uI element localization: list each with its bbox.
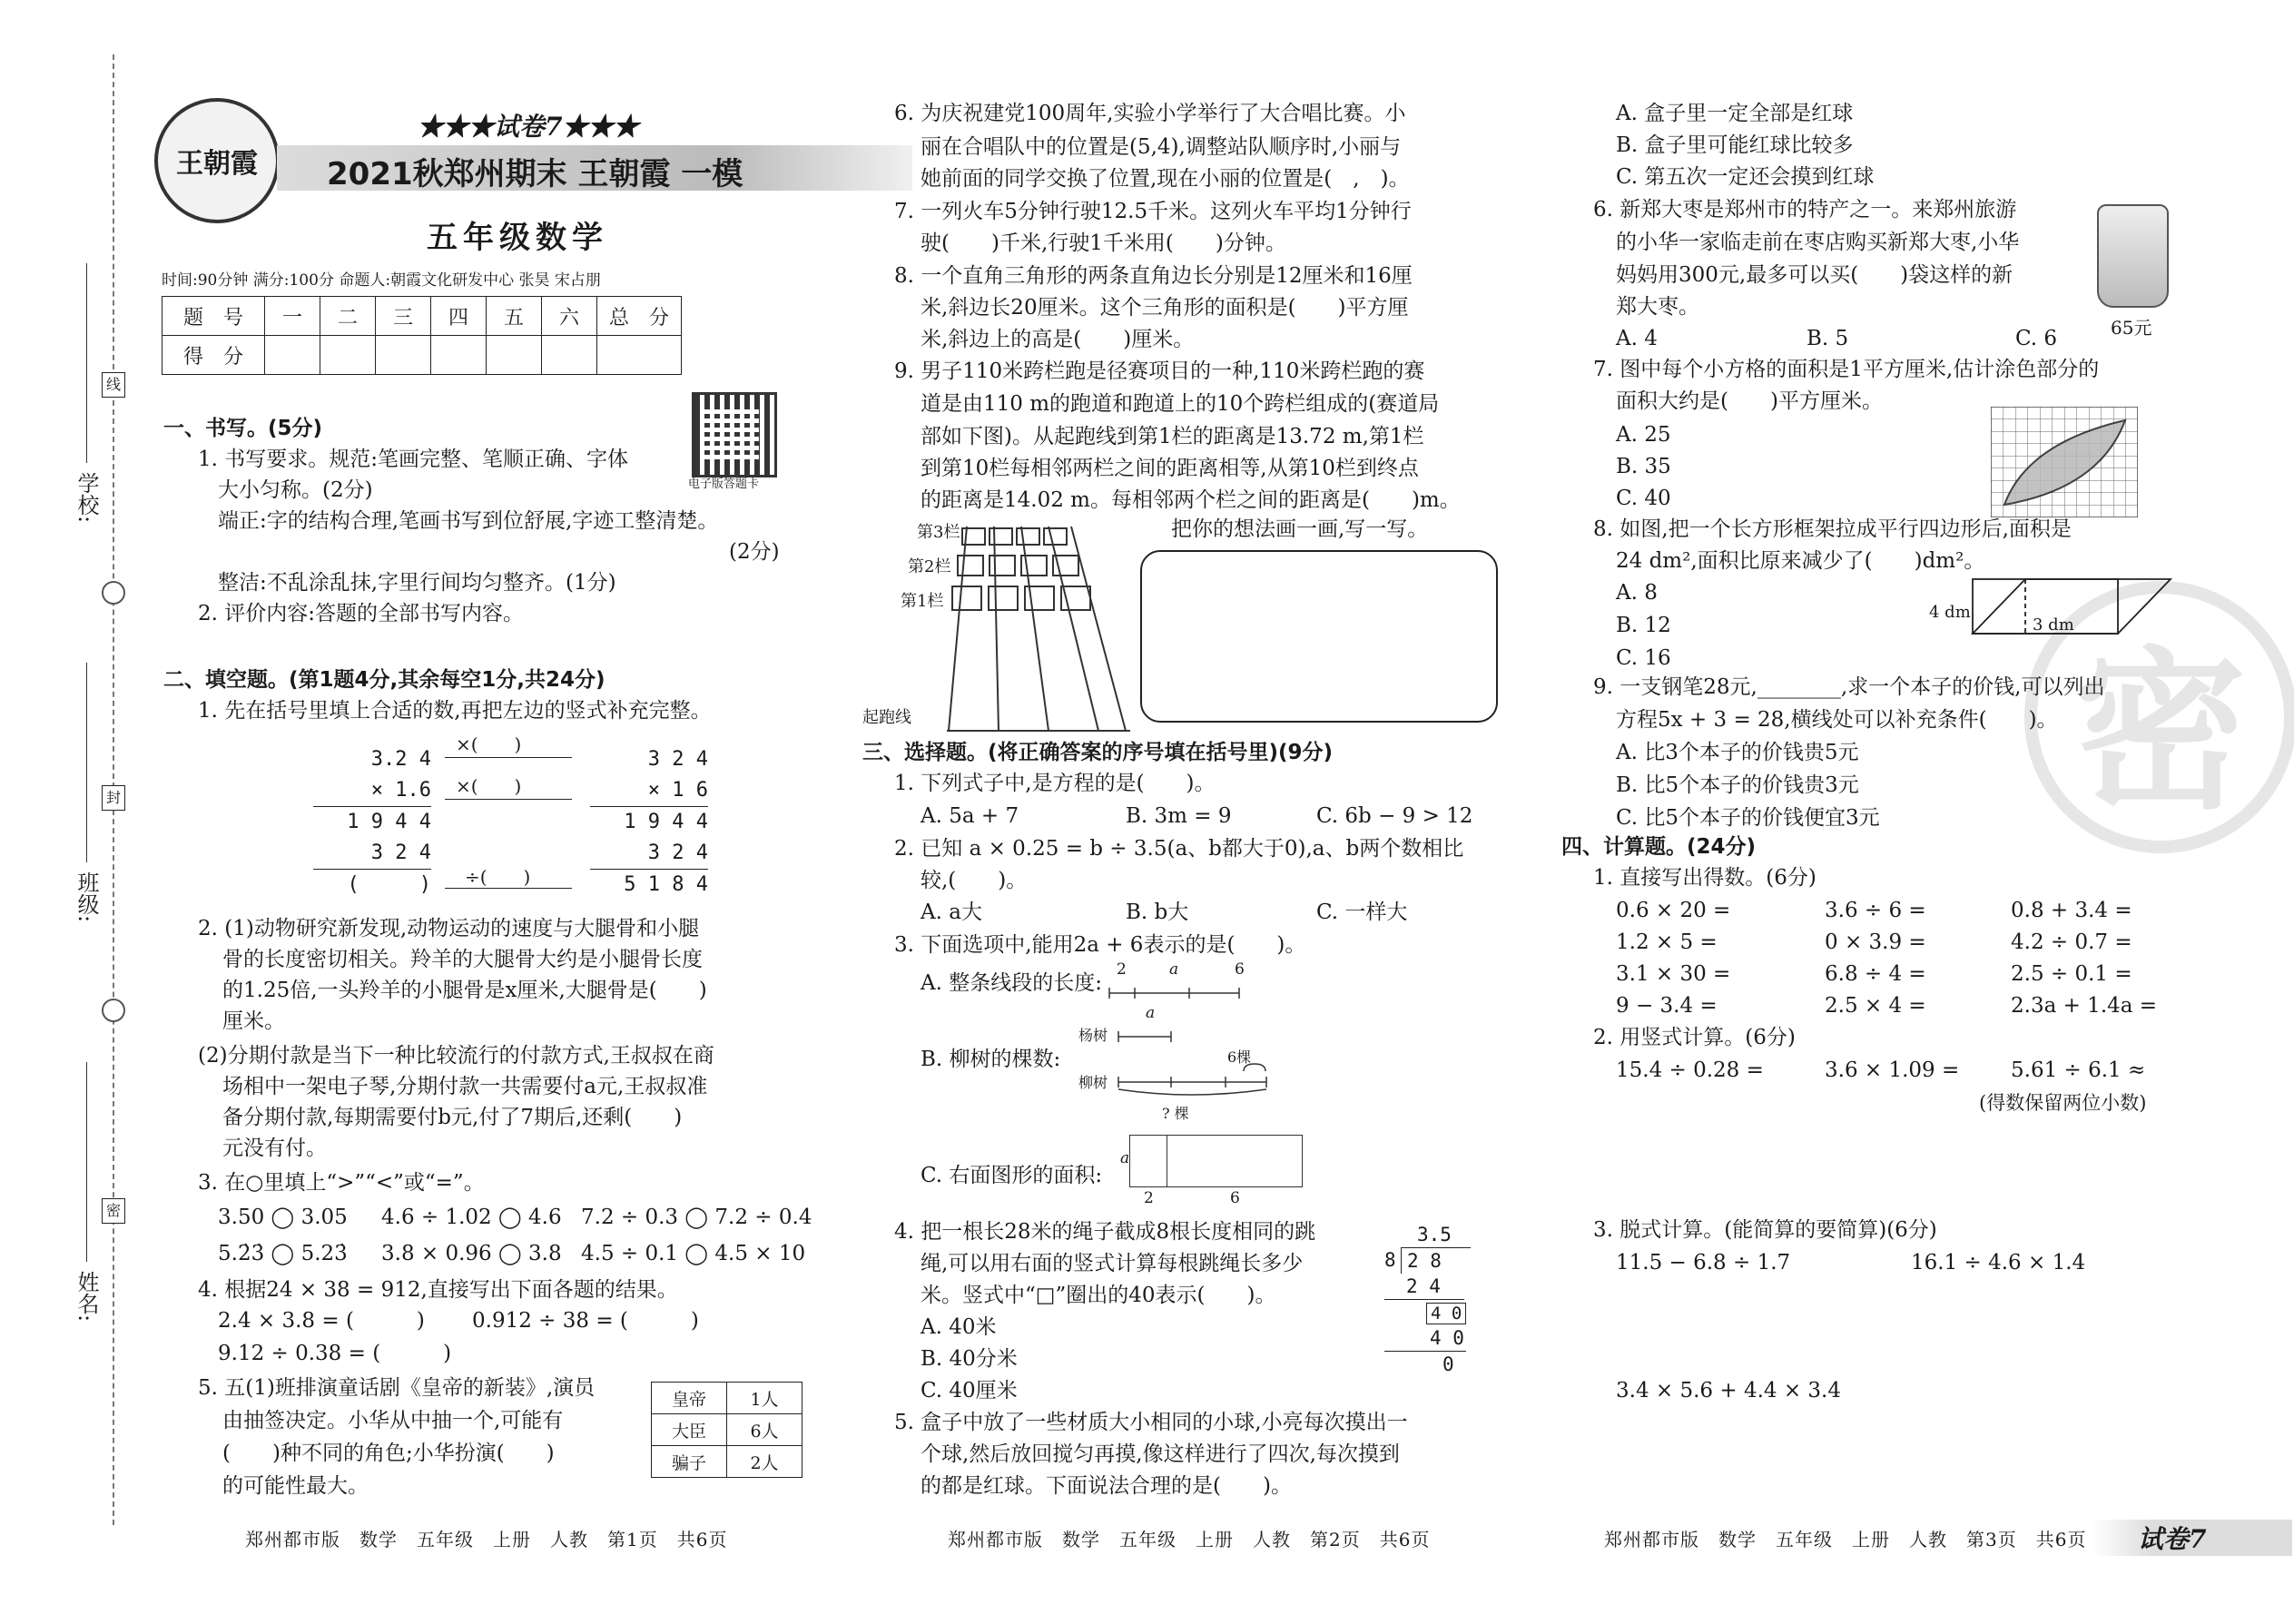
option[interactable]: C. 6b − 9 > 12 bbox=[1316, 804, 1473, 828]
tree-label: 6棵 bbox=[1227, 1048, 1252, 1066]
score-cell: 题 号 bbox=[162, 297, 265, 336]
option[interactable]: B. 35 bbox=[1616, 455, 1671, 478]
text-line: 个球,然后放回搅匀再摸,像这样进行了四次,每次摸到 bbox=[921, 1442, 1400, 1466]
binding-mark-seal: 封 bbox=[102, 785, 125, 811]
text-line: 6. 为庆祝建党100周年,实验小学举行了大合唱比赛。小 bbox=[894, 102, 1406, 125]
text-line: ( )种不同的角色;小华扮演( ) bbox=[222, 1442, 555, 1465]
calc-row: 3 2 4 bbox=[313, 838, 431, 870]
class-label: 班级: bbox=[74, 871, 99, 923]
section-1-title: 一、书写。(5分) bbox=[163, 417, 323, 440]
text-line: 厘米。 bbox=[222, 1009, 285, 1033]
text-line: 部如下图)。从起跑线到第1栏的距离是13.72 m,第1栏 bbox=[921, 425, 1424, 448]
text-line: 24 dm²,面积比原来减少了( )dm²。 bbox=[1616, 549, 1985, 573]
option[interactable]: C. 40厘米 bbox=[921, 1379, 1018, 1403]
table-row bbox=[652, 1414, 802, 1446]
text-line: 2. 已知 a × 0.25 = b ÷ 3.5(a、b都大于0),a、b两个数相比 bbox=[894, 837, 1464, 861]
score-cell: 一 bbox=[265, 297, 320, 336]
compare-item[interactable]: 4.5 ÷ 0.1 ◯ 4.5 × 10 bbox=[581, 1242, 806, 1265]
division-step: 0 bbox=[1442, 1353, 1454, 1375]
mental-calc[interactable]: 0.8 + 3.4 = bbox=[2011, 899, 2132, 922]
question-1: 1. 先在括号里填上合适的数,再把左边的竖式补充完整。 bbox=[198, 699, 712, 723]
option[interactable]: B. 12 bbox=[1616, 614, 1671, 637]
mental-calc[interactable]: 1.2 × 5 = bbox=[1616, 930, 1718, 954]
score-cell: 六 bbox=[542, 297, 597, 336]
class-blank[interactable] bbox=[86, 663, 87, 862]
long-division bbox=[1384, 1222, 1493, 1377]
page-footer: 郑州都市版 数学 五年级 上册 人教 第1页 共6页 bbox=[245, 1529, 728, 1550]
rect-label: 2 bbox=[1144, 1189, 1154, 1207]
text-line: 较,( )。 bbox=[921, 869, 1028, 892]
seal-text: 密 bbox=[2073, 631, 2247, 832]
text-line: 米,斜边长20厘米。这个三角形的面积是( )平方厘 bbox=[921, 296, 1409, 320]
text-line: 她前面的同学交换了位置,现在小丽的位置是( , )。 bbox=[921, 167, 1410, 191]
calc-row: 1 9 4 4 bbox=[624, 811, 708, 833]
binding-mark-line: 线 bbox=[102, 372, 125, 398]
hurdle-label: 第1栏 bbox=[901, 592, 944, 611]
section-2-title: 二、填空题。(第1题4分,其余每空1分,共24分) bbox=[163, 668, 605, 692]
text-line: 绳,可以用右面的竖式计算每根跳绳长多少 bbox=[921, 1252, 1304, 1275]
division-divisor: 8 bbox=[1384, 1249, 1396, 1271]
text-line: (2分) bbox=[729, 540, 780, 564]
text-line: 2. 评价内容:答题的全部书写内容。 bbox=[198, 602, 525, 625]
role-cell: 骗子 bbox=[652, 1446, 727, 1478]
role-cell: 6人 bbox=[727, 1414, 802, 1446]
text-line: 驶( )千米,行驶1千米用( )分钟。 bbox=[921, 231, 1286, 255]
binding-strip bbox=[0, 0, 145, 1624]
exam-info: 时间:90分钟 满分:100分 命题人:朝霞文化研发中心 张昊 宋占朋 bbox=[162, 271, 601, 290]
mental-calc[interactable]: 3.1 × 30 = bbox=[1616, 962, 1731, 986]
draw-prompt: 把你的想法画一画,写一写。 bbox=[1171, 517, 1429, 541]
text-line: 6. 新郑大枣是郑州市的特产之一。来郑州旅游 bbox=[1593, 198, 2017, 221]
column-3 bbox=[1557, 0, 2292, 1624]
role-cell: 1人 bbox=[727, 1383, 802, 1414]
stepwise-calc[interactable]: 3.4 × 5.6 + 4.4 × 3.4 bbox=[1616, 1379, 1841, 1403]
score-input[interactable] bbox=[431, 336, 487, 375]
text-line: 妈妈用300元,最多可以买( )袋这样的新 bbox=[1616, 263, 2013, 287]
text-line: 由抽签决定。小华从中抽一个,可能有 bbox=[222, 1409, 564, 1432]
score-cell: 四 bbox=[431, 297, 487, 336]
text-line: 5. 盒子中放了一些材质大小相同的小球,小亮每次摸出一 bbox=[894, 1411, 1408, 1434]
text-line: 7. 一列火车5分钟行驶12.5千米。这列火车平均1分钟行 bbox=[894, 200, 1412, 223]
text-line: 到第10栏每相邻两栏之间的距离相等,从第10栏到终点 bbox=[921, 457, 1419, 480]
calc-question-1: 1. 直接写出得数。(6分) bbox=[1593, 866, 1816, 890]
score-input[interactable] bbox=[597, 336, 682, 375]
mental-calc[interactable]: 4.2 ÷ 0.7 = bbox=[2011, 930, 2132, 954]
option[interactable]: A. 5a + 7 bbox=[921, 804, 1019, 828]
mental-calc[interactable]: 2.3a + 1.4a = bbox=[2011, 994, 2158, 1018]
score-cell: 总 分 bbox=[597, 297, 682, 336]
column-calc[interactable]: 3.6 × 1.09 = bbox=[1825, 1058, 1960, 1082]
mental-calc[interactable]: 2.5 ÷ 0.1 = bbox=[2011, 962, 2132, 986]
fill-item[interactable]: 0.912 ÷ 38 = ( ) bbox=[472, 1309, 699, 1333]
division-step: 2 4 bbox=[1384, 1274, 1464, 1300]
text-line: 米。竖式中“□”圈出的40表示( )。 bbox=[921, 1284, 1276, 1307]
text-line: 9. 一支钢笔28元,________,求一个本子的价钱,可以列出 bbox=[1593, 675, 2105, 699]
arrow-label[interactable]: ×( ) bbox=[456, 775, 522, 797]
fill-item[interactable]: 9.12 ÷ 0.38 = ( ) bbox=[218, 1342, 452, 1365]
score-input[interactable] bbox=[487, 336, 542, 375]
mental-calc[interactable]: 0 × 3.9 = bbox=[1825, 930, 1926, 954]
option[interactable]: B. 40分米 bbox=[921, 1347, 1018, 1371]
tree-label: a bbox=[1146, 1004, 1156, 1022]
hurdle-label: 第3栏 bbox=[917, 523, 960, 542]
division-step: 4 0 bbox=[1384, 1325, 1466, 1352]
text-line: 的都是红球。下面说法合理的是( )。 bbox=[921, 1474, 1292, 1498]
option[interactable]: A. 25 bbox=[1616, 423, 1671, 447]
option[interactable]: C. 右面图形的面积: bbox=[921, 1164, 1103, 1187]
role-cell: 皇帝 bbox=[652, 1383, 727, 1414]
score-table-row bbox=[162, 297, 682, 336]
arrow-label[interactable]: ÷( ) bbox=[465, 866, 531, 888]
option[interactable]: C. 比5个本子的价钱便宜3元 bbox=[1616, 806, 1880, 830]
section-3-title: 三、选择题。(将正确答案的序号填在括号里)(9分) bbox=[862, 741, 1334, 764]
division-step bbox=[1384, 1300, 1493, 1325]
text-line: 面积大约是( )平方厘米。 bbox=[1616, 389, 1883, 413]
score-input[interactable] bbox=[265, 336, 320, 375]
fill-item[interactable]: 2.4 × 3.8 = ( ) bbox=[218, 1309, 425, 1333]
option[interactable]: A. 8 bbox=[1616, 581, 1658, 605]
segment-label: a bbox=[1169, 960, 1179, 979]
option[interactable]: B. b大 bbox=[1126, 901, 1189, 924]
option[interactable]: C. 16 bbox=[1616, 646, 1671, 670]
exam-title: 2021秋郑州期末 王朝霞 一模 bbox=[327, 156, 743, 192]
footer-tag: 试卷7 bbox=[2138, 1524, 2207, 1554]
mental-calc[interactable]: 3.6 ÷ 6 = bbox=[1825, 899, 1926, 922]
logo-text: 王朝霞 bbox=[176, 148, 258, 180]
option[interactable]: A. 比3个本子的价钱贵5元 bbox=[1616, 741, 1859, 764]
qr-caption: 电子版答题卡 bbox=[688, 477, 760, 491]
division-quotient: 3.5 bbox=[1417, 1224, 1452, 1245]
text-line: 端正:字的结构合理,笔画书写到位舒展,字迹工整清楚。 bbox=[218, 509, 719, 533]
calc-question-3: 3. 脱式计算。(能简算的要简算)(6分) bbox=[1593, 1218, 1937, 1242]
calc-row: 5 1 8 4 bbox=[624, 873, 708, 896]
mental-calc[interactable]: 2.5 × 4 = bbox=[1825, 994, 1926, 1018]
arrow-right-icon bbox=[445, 757, 572, 758]
score-input[interactable] bbox=[542, 336, 597, 375]
school-blank[interactable] bbox=[86, 263, 87, 463]
text-line: 方程5x + 3 = 28,横线处可以补充条件( )。 bbox=[1616, 708, 2058, 732]
jujube-price: 65元 bbox=[2111, 317, 2152, 339]
text-line: (2)分期付款是当下一种比较流行的付款方式,王叔叔在商 bbox=[198, 1044, 714, 1068]
text-line: 9. 男子110米跨栏跑是径赛项目的一种,110米跨栏跑的赛 bbox=[894, 359, 1425, 383]
compare-item[interactable]: 4.6 ÷ 1.02 ◯ 4.6 bbox=[381, 1206, 562, 1229]
qr-code-inner bbox=[704, 405, 759, 459]
text-line: 丽在合唱队中的位置是(5,4),调整站队顺序时,小丽与 bbox=[921, 135, 1402, 159]
grid-shape-figure bbox=[1991, 407, 2138, 517]
text-line: 4. 把一根长28米的绳子截成8根长度相同的跳 bbox=[894, 1220, 1316, 1244]
text-line: 元没有付。 bbox=[222, 1137, 327, 1160]
vertical-calc-left bbox=[313, 744, 431, 901]
column-2 bbox=[862, 0, 1516, 1624]
text-line: 骨的长度密切相关。羚羊的大腿骨大约是小腿骨长度 bbox=[222, 948, 703, 971]
paper-number: ★★★试卷7★★★ bbox=[418, 112, 639, 142]
column-calc[interactable]: 5.61 ÷ 6.1 ≈ bbox=[2011, 1058, 2146, 1082]
score-table-row bbox=[162, 336, 682, 375]
text-line: 2. (1)动物研究新发现,动物运动的速度与大腿骨和小腿 bbox=[198, 917, 700, 940]
table-row bbox=[652, 1446, 802, 1478]
mental-calc[interactable]: 9 − 3.4 = bbox=[1616, 994, 1718, 1018]
page-footer: 郑州都市版 数学 五年级 上册 人教 第3页 共6页 bbox=[1604, 1529, 2087, 1550]
score-cell: 二 bbox=[320, 297, 376, 336]
segment-label: 2 bbox=[1117, 960, 1127, 979]
vertical-calc-right bbox=[590, 744, 708, 901]
question-4: 4. 根据24 × 38 = 912,直接写出下面各题的结果。 bbox=[198, 1278, 678, 1302]
role-table bbox=[651, 1382, 802, 1478]
text-line: 的1.25倍,一头羚羊的小腿骨是x厘米,大腿骨是( ) bbox=[222, 979, 707, 1002]
option[interactable]: C. 一样大 bbox=[1316, 901, 1408, 924]
stepwise-calc[interactable]: 16.1 ÷ 4.6 × 1.4 bbox=[1911, 1251, 2086, 1275]
text-line: 7. 图中每个小方格的面积是1平方厘米,估计涂色部分的 bbox=[1593, 358, 2100, 381]
binding-mark-secret: 密 bbox=[102, 1198, 125, 1224]
calc-row: × 1 6 bbox=[590, 775, 708, 807]
mental-calc[interactable]: 0.6 × 20 = bbox=[1616, 899, 1731, 922]
calc-row: 3.2 4 bbox=[370, 748, 431, 771]
binding-circle-icon bbox=[102, 999, 125, 1022]
dimension-label: 4 dm bbox=[1929, 603, 1971, 622]
calc-answer-blank[interactable]: ( ) bbox=[347, 873, 431, 896]
role-cell: 2人 bbox=[727, 1446, 802, 1478]
option[interactable]: A. 盒子里一定全部是红球 bbox=[1616, 102, 1854, 125]
text-line: 的距离是14.02 m。每相邻两个栏之间的距离是( )m。 bbox=[921, 488, 1461, 512]
text-line: 8. 一个直角三角形的两条直角边长分别是12厘米和16厘 bbox=[894, 264, 1413, 288]
column-1 bbox=[154, 0, 812, 1624]
jujube-bag-icon bbox=[2097, 204, 2169, 308]
option[interactable]: B. 比5个本子的价钱贵3元 bbox=[1616, 773, 1859, 797]
tree-diagram bbox=[1117, 1026, 1280, 1098]
text-line: 道是由110 m的跑道和跑道上的10个跨栏组成的(赛道局 bbox=[921, 392, 1440, 416]
mental-calc[interactable]: 6.8 ÷ 4 = bbox=[1825, 962, 1926, 986]
text-line: 8. 如图,把一个长方形框架拉成平行四边形后,面积是 bbox=[1593, 517, 2072, 541]
table-row bbox=[652, 1383, 802, 1414]
subject-title: 五年级数学 bbox=[427, 220, 608, 256]
option[interactable]: A. 40米 bbox=[921, 1315, 997, 1339]
tree-label: 柳树 bbox=[1078, 1074, 1108, 1091]
option[interactable]: A. 整条线段的长度: bbox=[921, 971, 1102, 995]
stepwise-calc[interactable]: 11.5 − 6.8 ÷ 1.7 bbox=[1616, 1251, 1791, 1275]
text-line: 的小华一家临走前在枣店购买新郑大枣,小华 bbox=[1616, 231, 2020, 254]
rect-label: a bbox=[1120, 1149, 1130, 1167]
calc-row: 1 9 4 4 bbox=[347, 811, 431, 833]
binding-circle-icon bbox=[102, 581, 125, 605]
text-line: 郑大枣。 bbox=[1616, 295, 1699, 319]
arrow-right-icon bbox=[445, 799, 572, 800]
page-footer: 郑州都市版 数学 五年级 上册 人教 第2页 共6页 bbox=[948, 1529, 1431, 1550]
hurdle-figure bbox=[912, 517, 1130, 735]
option[interactable]: A. a大 bbox=[921, 901, 982, 924]
score-input[interactable] bbox=[376, 336, 431, 375]
text-line: 大小匀称。(2分) bbox=[218, 478, 373, 502]
choice-1: 1. 下列式子中,是方程的是( )。 bbox=[894, 772, 1216, 795]
name-blank[interactable] bbox=[86, 1062, 87, 1262]
compare-item[interactable]: 3.50 ◯ 3.05 bbox=[218, 1206, 348, 1229]
division-row bbox=[1384, 1247, 1493, 1274]
text-line: 米,斜边上的高是( )厘米。 bbox=[921, 328, 1195, 351]
drawing-area[interactable] bbox=[1140, 550, 1498, 723]
option[interactable]: C. 40 bbox=[1616, 487, 1671, 510]
option[interactable]: B. 5 bbox=[1807, 327, 1849, 350]
brand-logo bbox=[154, 98, 280, 223]
rounding-note: (得数保留两位小数) bbox=[1979, 1092, 2147, 1114]
choice-3: 3. 下面选项中,能用2a + 6表示的是( )。 bbox=[894, 933, 1306, 957]
text-line: 整洁:不乱涂乱抹,字里行间均匀整齐。(1分) bbox=[218, 571, 616, 595]
option[interactable]: B. 盒子里可能红球比较多 bbox=[1616, 133, 1854, 157]
score-cell: 五 bbox=[487, 297, 542, 336]
text-line: 1. 书写要求。规范:笔画完整、笔顺正确、字体 bbox=[198, 448, 629, 471]
hurdle-label: 起跑线 bbox=[862, 708, 911, 727]
arrow-label[interactable]: ×( ) bbox=[456, 733, 522, 755]
area-rect bbox=[1129, 1135, 1167, 1187]
division-boxed-40: 4 0 bbox=[1426, 1303, 1466, 1324]
area-rect bbox=[1166, 1135, 1303, 1187]
division-dividend: 2 8 bbox=[1401, 1247, 1471, 1274]
score-input[interactable] bbox=[320, 336, 376, 375]
option[interactable]: C. 6 bbox=[2015, 327, 2058, 350]
compare-item[interactable]: 3.8 × 0.96 ◯ 3.8 bbox=[381, 1242, 562, 1265]
text-line: 的可能性最大。 bbox=[222, 1474, 369, 1498]
role-cell: 大臣 bbox=[652, 1414, 727, 1446]
option[interactable]: A. 4 bbox=[1616, 327, 1658, 350]
dimension-label: 3 dm bbox=[2033, 615, 2074, 635]
calc-row: 3 2 4 bbox=[647, 748, 708, 771]
school-label: 学校: bbox=[74, 472, 99, 524]
arrow-left-icon bbox=[445, 888, 572, 889]
compare-item[interactable]: 7.2 ÷ 0.3 ◯ 7.2 ÷ 0.4 bbox=[581, 1206, 812, 1229]
text-line: 备分期付款,每期需要付b元,付了7期后,还剩( ) bbox=[222, 1106, 683, 1129]
score-cell: 得 分 bbox=[162, 336, 265, 375]
section-4-title: 四、计算题。(24分) bbox=[1561, 835, 1757, 859]
score-table bbox=[162, 296, 682, 375]
calc-question-2: 2. 用竖式计算。(6分) bbox=[1593, 1026, 1796, 1049]
column-calc[interactable]: 15.4 ÷ 0.28 = bbox=[1616, 1058, 1764, 1082]
name-label: 姓名: bbox=[74, 1271, 99, 1323]
hurdle-label: 第2栏 bbox=[908, 557, 951, 576]
compare-item[interactable]: 5.2̇3̇ ◯ 5.23̇ bbox=[218, 1242, 348, 1265]
question-3: 3. 在○里填上“>”“<”或“=”。 bbox=[198, 1171, 485, 1195]
text-line: 场相中一架电子琴,分期付款一共需要付a元,王叔叔准 bbox=[222, 1075, 708, 1098]
calc-row: × 1.6 bbox=[313, 775, 431, 807]
option[interactable]: B. 3m = 9 bbox=[1126, 804, 1232, 828]
text-line: 5. 五(1)班排演童话剧《皇帝的新装》,演员 bbox=[198, 1376, 596, 1400]
option[interactable]: B. 柳树的棵数: bbox=[921, 1048, 1061, 1071]
option[interactable]: C. 第五次一定还会摸到红球 bbox=[1616, 165, 1875, 189]
rect-label: 6 bbox=[1230, 1189, 1240, 1207]
tree-label: 杨树 bbox=[1078, 1027, 1108, 1044]
tree-label: ? 棵 bbox=[1162, 1105, 1189, 1122]
segment-label: 6 bbox=[1235, 960, 1245, 979]
score-cell: 三 bbox=[376, 297, 431, 336]
calc-row: 3 2 4 bbox=[590, 838, 708, 870]
